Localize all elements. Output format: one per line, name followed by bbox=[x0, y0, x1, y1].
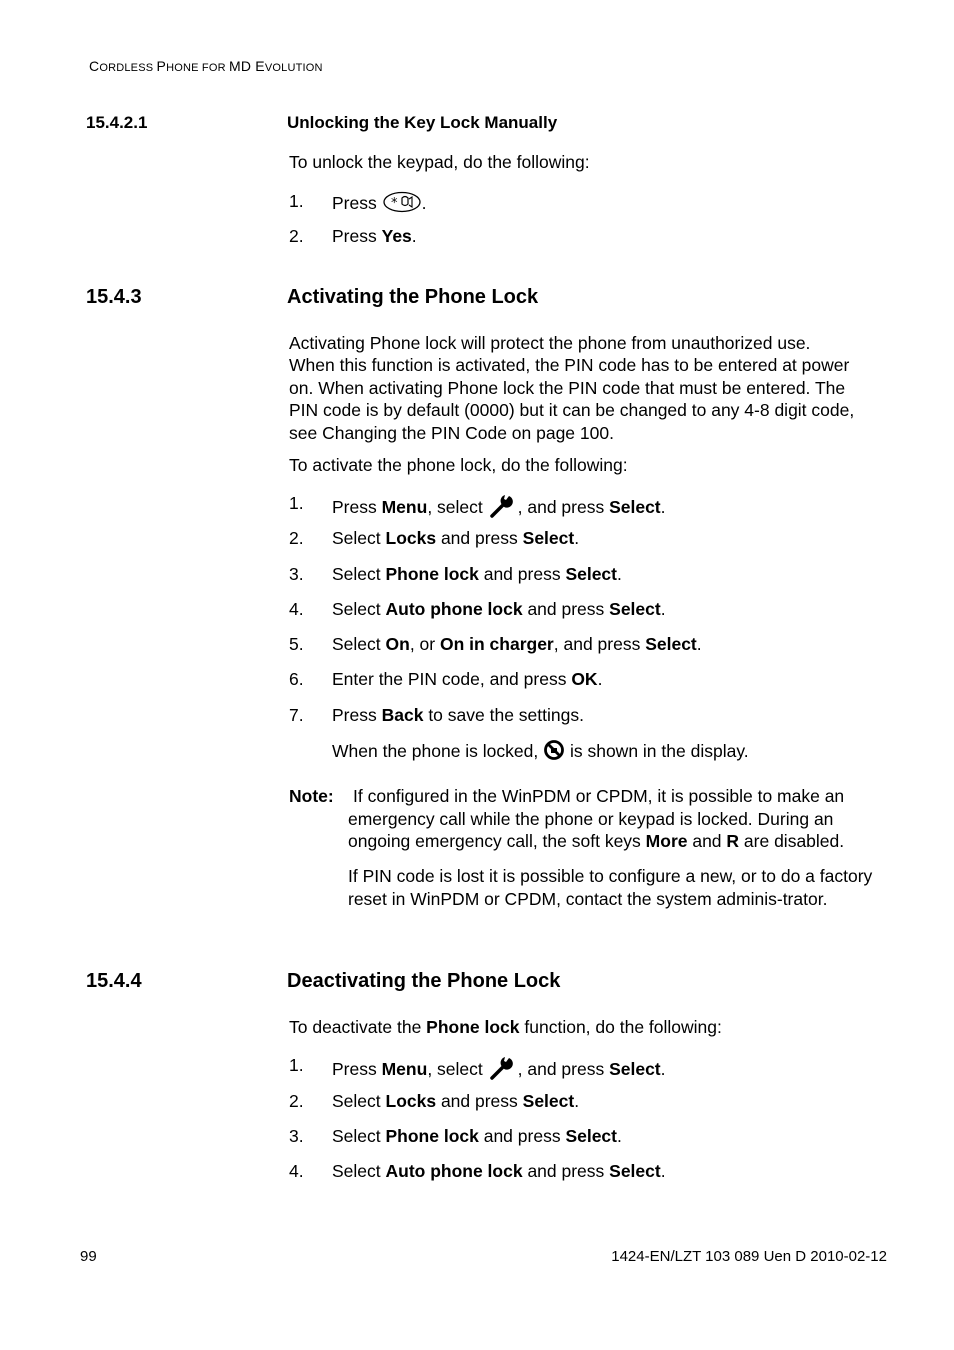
paragraph-line: PIN code is by default (0000) but it can be changed to any 4-8 digit code, bbox=[289, 400, 855, 420]
note-label: Note: bbox=[289, 786, 334, 806]
list-item: Select Locks and press Select. bbox=[332, 528, 580, 548]
step-number: 3. bbox=[289, 1126, 304, 1146]
section-title: Deactivating the Phone Lock bbox=[287, 970, 561, 992]
paragraph: To unlock the keypad, do the following: bbox=[289, 152, 590, 172]
paragraph-line: When this function is activated, the PIN code has to be entered at power bbox=[289, 355, 850, 375]
wrench-icon bbox=[488, 493, 518, 524]
step-number: 1. bbox=[289, 191, 304, 211]
step-number: 2. bbox=[289, 1091, 304, 1111]
locked-info: When the phone is locked, is shown in the display. bbox=[332, 739, 749, 766]
list-item: Press Menu, select , and press Select. bbox=[332, 493, 666, 524]
lock-indicator-icon bbox=[543, 739, 565, 766]
list-item: Press Menu, select , and press Select. bbox=[332, 1055, 666, 1086]
paragraph-line: on. When activating Phone lock the PIN code that must be entered. The bbox=[289, 378, 846, 398]
section-number: 15.4.2.1 bbox=[86, 113, 148, 132]
step-number: 1. bbox=[289, 493, 304, 513]
list-item: Select Locks and press Select. bbox=[332, 1091, 580, 1111]
section-number: 15.4.3 bbox=[86, 286, 142, 308]
list-item: Press * . bbox=[332, 191, 426, 218]
step-number: 2. bbox=[289, 528, 304, 548]
step-number: 5. bbox=[289, 634, 304, 654]
page-number: 99 bbox=[80, 1248, 97, 1265]
step-number: 4. bbox=[289, 599, 304, 619]
paragraph-line: see Changing the PIN Code on page 100. bbox=[289, 423, 614, 443]
wrench-icon bbox=[488, 1055, 518, 1086]
step-number: 1. bbox=[289, 1055, 304, 1075]
section-title: Activating the Phone Lock bbox=[287, 286, 539, 308]
list-item: Select Phone lock and press Select. bbox=[332, 1126, 622, 1146]
list-item: Select On, or On in charger, and press Select. bbox=[332, 634, 702, 654]
list-item: Select Auto phone lock and press Select. bbox=[332, 599, 666, 619]
svg-text:*: * bbox=[390, 196, 398, 211]
running-header: CORDLESS PHONE FOR MD EVOLUTION bbox=[89, 58, 323, 74]
list-item: Press Yes. bbox=[332, 226, 417, 246]
document-id: 1424-EN/LZT 103 089 Uen D 2010-02-12 bbox=[611, 1248, 887, 1265]
star-key-icon bbox=[382, 191, 422, 218]
step-number: 4. bbox=[289, 1161, 304, 1181]
paragraph-line: Activating Phone lock will protect the phone from unauthorized use. bbox=[289, 333, 811, 353]
step-number: 7. bbox=[289, 705, 304, 725]
list-item: Press Back to save the settings. bbox=[332, 705, 584, 725]
step-number: 3. bbox=[289, 564, 304, 584]
section-number: 15.4.4 bbox=[86, 970, 142, 992]
list-item: Enter the PIN code, and press OK. bbox=[332, 669, 603, 689]
step-number: 6. bbox=[289, 669, 304, 689]
step-number: 2. bbox=[289, 226, 304, 246]
paragraph: To deactivate the Phone lock function, do the following: bbox=[289, 1017, 722, 1037]
list-item: Select Auto phone lock and press Select. bbox=[332, 1161, 666, 1181]
section-title: Unlocking the Key Lock Manually bbox=[287, 113, 558, 132]
list-item: Select Phone lock and press Select. bbox=[332, 564, 622, 584]
note-text: If PIN code is lost it is possible to configure a new, or to do a factory reset in WinPDM or CPDM, contact the system adminis-trator. bbox=[348, 866, 873, 909]
note-text: If configured in the WinPDM or CPDM, it is possible to make an emergency call while the phone or keypad is locked. During an ongoing emergency call, the soft keys More and R are disabled. bbox=[348, 786, 845, 851]
paragraph: To activate the phone lock, do the following: bbox=[289, 455, 628, 475]
